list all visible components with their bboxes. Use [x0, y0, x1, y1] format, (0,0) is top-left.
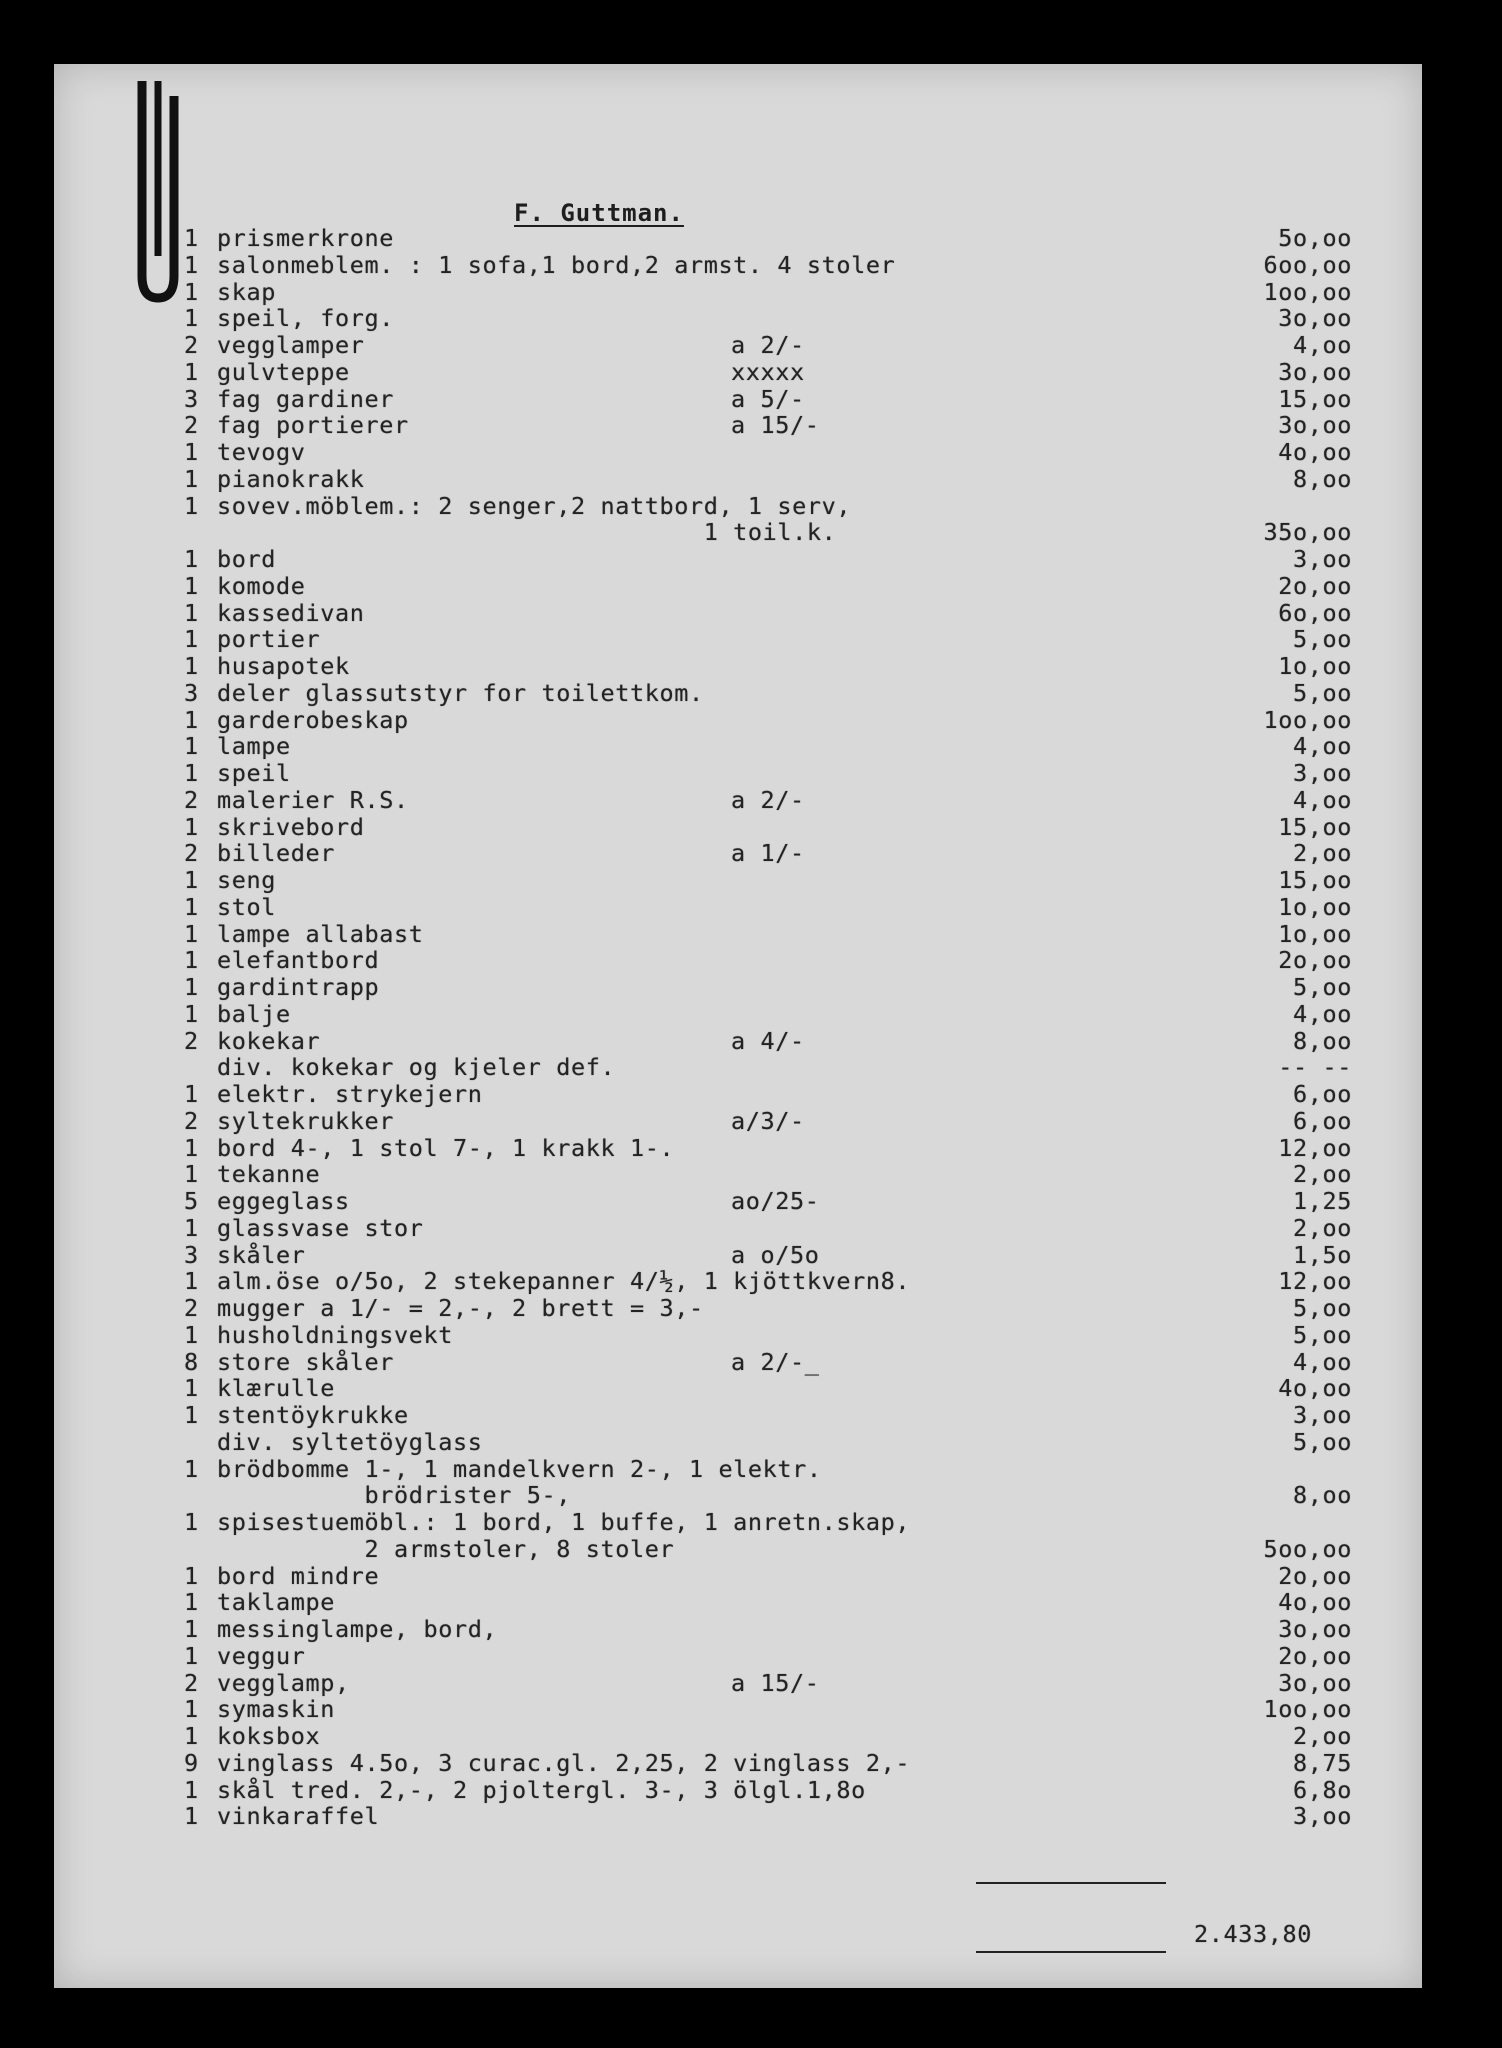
item-amount: 1,5o: [1293, 1240, 1352, 1269]
item-quantity: 2: [184, 411, 199, 440]
item-amount: 3,oo: [1293, 1401, 1352, 1429]
item-amount: 12,oo: [1278, 1267, 1352, 1296]
sum-underline: [976, 1882, 1166, 1884]
item-quantity: 2: [184, 331, 199, 359]
item-amount: 5,oo: [1293, 1294, 1352, 1322]
list-item: [54, 1080, 1422, 1107]
item-quantity: 1: [184, 625, 199, 654]
item-amount: 4o,oo: [1278, 1588, 1352, 1617]
item-amount: 3o,oo: [1278, 411, 1352, 440]
item-description: pianokrakk: [217, 464, 365, 493]
item-quantity: 1: [184, 892, 199, 921]
list-item: [54, 1428, 1422, 1455]
list-item: [54, 518, 1422, 545]
item-quantity: 1: [184, 1722, 199, 1750]
item-quantity: 9: [184, 1748, 199, 1777]
item-quantity: 1: [184, 1213, 199, 1242]
list-item: [54, 1669, 1422, 1696]
item-description: stol: [217, 892, 276, 921]
item-description: skåler: [217, 1240, 306, 1269]
item-quantity: 1: [184, 1561, 199, 1590]
item-description: husholdningsvekt: [217, 1320, 453, 1349]
item-description: alm.öse o/5o, 2 stekepanner 4/½, 1 kjöttkvern8.: [217, 1267, 911, 1296]
item-description: glassvase stor: [217, 1213, 424, 1242]
item-amount: 2,oo: [1293, 839, 1352, 868]
item-amount: 8,oo: [1293, 1026, 1352, 1055]
item-amount: 4o,oo: [1278, 1374, 1352, 1403]
item-description: vinkaraffel: [217, 1802, 380, 1831]
item-description: gulvteppe: [217, 357, 350, 386]
list-item: [54, 1241, 1422, 1268]
item-description: bord: [217, 545, 276, 573]
item-amount: 1oo,oo: [1263, 705, 1352, 734]
list-item: [54, 278, 1422, 305]
list-item: [54, 599, 1422, 626]
item-quantity: 1: [184, 732, 199, 761]
item-quantity: 1: [184, 705, 199, 734]
item-description: brödbomme 1-, 1 mandelkvern 2-, 1 elektr.: [217, 1454, 822, 1483]
item-amount: 5,oo: [1293, 678, 1352, 707]
list-item: [54, 1134, 1422, 1161]
item-quantity: 1: [184, 866, 199, 894]
document-title: F. Guttman.: [514, 199, 684, 227]
item-quantity: 1: [184, 946, 199, 975]
item-amount: 4o,oo: [1278, 438, 1352, 466]
item-quantity: 1: [184, 1588, 199, 1617]
list-item: [54, 893, 1422, 920]
item-description: stentöykrukke: [217, 1401, 409, 1429]
item-description: symaskin: [217, 1695, 335, 1724]
item-description: gardintrapp: [217, 973, 380, 1001]
item-quantity: 2: [184, 1294, 199, 1322]
list-item: [54, 1401, 1422, 1428]
item-amount: 1oo,oo: [1263, 1695, 1352, 1724]
list-item: [54, 545, 1422, 572]
item-quantity: 3: [184, 384, 199, 413]
item-amount: 1o,oo: [1278, 652, 1352, 680]
item-quantity: 1: [184, 973, 199, 1001]
list-item: [54, 465, 1422, 492]
list-item: [54, 1749, 1422, 1776]
item-quantity: 1: [184, 919, 199, 948]
item-amount: 4,oo: [1293, 785, 1352, 814]
list-item: [54, 1321, 1422, 1348]
item-unit-price: a 15/-: [731, 1668, 820, 1697]
item-amount: 4,oo: [1293, 732, 1352, 761]
item-quantity: 1: [184, 1802, 199, 1831]
item-quantity: 3: [184, 1240, 199, 1269]
list-item: [54, 839, 1422, 866]
item-description: garderobeskap: [217, 705, 409, 734]
list-item: [54, 1294, 1422, 1321]
list-item: [54, 1508, 1422, 1535]
list-item: [54, 1027, 1422, 1054]
item-quantity: 1: [184, 571, 199, 600]
item-quantity: 5: [184, 1187, 199, 1215]
item-amount: 4,oo: [1293, 1347, 1352, 1376]
item-quantity: 1: [184, 1615, 199, 1643]
item-quantity: 1: [184, 759, 199, 787]
item-description: fag gardiner: [217, 384, 394, 413]
item-description: vegglamp,: [217, 1668, 350, 1697]
item-description: seng: [217, 866, 276, 894]
item-amount: 3o,oo: [1278, 1668, 1352, 1697]
item-quantity: 1: [184, 357, 199, 386]
item-description: veggur: [217, 1641, 306, 1670]
list-item: [54, 1615, 1422, 1642]
item-quantity: 1: [184, 812, 199, 841]
item-amount: 1o,oo: [1278, 919, 1352, 948]
item-unit-price: xxxxx: [731, 357, 805, 386]
item-quantity: 2: [184, 785, 199, 814]
item-quantity: 1: [184, 250, 199, 279]
item-description: fag portierer: [217, 411, 409, 440]
item-description: elefantbord: [217, 946, 380, 975]
item-description: bord 4-, 1 stol 7-, 1 krakk 1-.: [217, 1133, 675, 1162]
item-description: malerier R.S.: [217, 785, 409, 814]
item-amount: 1,25: [1293, 1187, 1352, 1215]
item-quantity: 1: [184, 1695, 199, 1724]
item-amount: 5,oo: [1293, 1427, 1352, 1456]
item-quantity: 1: [184, 999, 199, 1028]
item-quantity: 1: [184, 304, 199, 333]
item-unit-price: ao/25-: [731, 1187, 820, 1215]
item-amount: 5,oo: [1293, 973, 1352, 1001]
item-unit-price: a 5/-: [731, 384, 805, 413]
item-amount: 2,oo: [1293, 1160, 1352, 1189]
list-item: [54, 1267, 1422, 1294]
list-item: [54, 572, 1422, 599]
item-description: tevogv: [217, 438, 306, 466]
item-quantity: 1: [184, 1160, 199, 1189]
item-amount: 15,oo: [1278, 866, 1352, 894]
item-description: speil, forg.: [217, 304, 394, 333]
item-description: div. kokekar og kjeler def.: [217, 1053, 616, 1082]
item-amount: 3,oo: [1293, 759, 1352, 787]
item-description: portier: [217, 625, 321, 654]
item-description: speil: [217, 759, 291, 787]
item-quantity: 1: [184, 1454, 199, 1483]
item-description: koksbox: [217, 1722, 321, 1750]
item-quantity: 1: [184, 1320, 199, 1349]
list-item: [54, 1535, 1422, 1562]
list-item: [54, 652, 1422, 679]
list-item: [54, 946, 1422, 973]
item-amount: 2,oo: [1293, 1722, 1352, 1750]
item-amount: 15,oo: [1278, 384, 1352, 413]
item-amount: 8,oo: [1293, 464, 1352, 493]
item-description: eggeglass: [217, 1187, 350, 1215]
item-description: lampe: [217, 732, 291, 761]
item-amount: 3o,oo: [1278, 304, 1352, 333]
list-item: [54, 224, 1422, 251]
item-quantity: 1: [184, 598, 199, 627]
list-item: [54, 1455, 1422, 1482]
item-description: tekanne: [217, 1160, 321, 1189]
item-amount: 2o,oo: [1278, 1561, 1352, 1590]
item-quantity: 1: [184, 224, 199, 252]
item-amount: 2o,oo: [1278, 571, 1352, 600]
item-quantity: 1: [184, 1133, 199, 1162]
list-item: [54, 1053, 1422, 1080]
item-amount: -- --: [1278, 1053, 1352, 1082]
item-description: store skåler: [217, 1347, 394, 1376]
item-amount: 3,oo: [1293, 1802, 1352, 1831]
item-unit-price: a 1/-: [731, 839, 805, 868]
item-quantity: 2: [184, 1026, 199, 1055]
item-amount: 5oo,oo: [1263, 1534, 1352, 1563]
item-quantity: 1: [184, 464, 199, 493]
list-item: [54, 251, 1422, 278]
item-description: mugger a 1/- = 2,-, 2 brett = 3,-: [217, 1294, 704, 1322]
item-description: billeder: [217, 839, 335, 868]
item-amount: 5o,oo: [1278, 224, 1352, 252]
item-amount: 8,75: [1293, 1748, 1352, 1777]
item-quantity: 2: [184, 1668, 199, 1697]
item-amount: 1oo,oo: [1263, 277, 1352, 306]
total-amount: 2.433,80: [1194, 1920, 1312, 1948]
item-amount: 6,oo: [1293, 1080, 1352, 1108]
item-unit-price: a o/5o: [731, 1240, 820, 1269]
list-item: [54, 1695, 1422, 1722]
list-item: [54, 331, 1422, 358]
list-item: [54, 732, 1422, 759]
list-item: [54, 1160, 1422, 1187]
item-description: syltekrukker: [217, 1106, 394, 1135]
item-quantity: 1: [184, 1080, 199, 1108]
item-description: lampe allabast: [217, 919, 424, 948]
item-quantity: 2: [184, 1106, 199, 1135]
list-item: [54, 813, 1422, 840]
item-amount: 6,oo: [1293, 1106, 1352, 1135]
item-quantity: 1: [184, 1641, 199, 1670]
item-description: skrivebord: [217, 812, 365, 841]
list-item: [54, 1107, 1422, 1134]
item-amount: 2o,oo: [1278, 946, 1352, 975]
item-description: elektr. strykejern: [217, 1080, 483, 1108]
item-amount: 2o,oo: [1278, 1641, 1352, 1670]
item-description: messinglampe, bord,: [217, 1615, 498, 1643]
item-unit-price: a/3/-: [731, 1106, 805, 1135]
total-underline: [976, 1951, 1166, 1953]
item-amount: 12,oo: [1278, 1133, 1352, 1162]
item-amount: 6oo,oo: [1263, 250, 1352, 279]
list-item: [54, 625, 1422, 652]
list-item: [54, 866, 1422, 893]
item-description: kokekar: [217, 1026, 321, 1055]
item-quantity: 1: [184, 491, 199, 520]
list-item: [54, 786, 1422, 813]
list-item: [54, 385, 1422, 412]
item-quantity: 1: [184, 545, 199, 573]
list-item: [54, 358, 1422, 385]
list-item: [54, 1481, 1422, 1508]
item-description: komode: [217, 571, 306, 600]
list-item: [54, 1348, 1422, 1375]
list-item: [54, 1588, 1422, 1615]
item-unit-price: a 2/-: [731, 785, 805, 814]
item-amount: 5,oo: [1293, 1320, 1352, 1349]
item-description: balje: [217, 999, 291, 1028]
item-description: spisestuemöbl.: 1 bord, 1 buffe, 1 anretn.skap,: [217, 1508, 911, 1536]
list-item: [54, 973, 1422, 1000]
list-item: [54, 1187, 1422, 1214]
item-amount: 2,oo: [1293, 1213, 1352, 1242]
item-quantity: 8: [184, 1347, 199, 1376]
item-amount: 35o,oo: [1263, 518, 1352, 547]
item-quantity: 1: [184, 438, 199, 466]
list-item: [54, 1374, 1422, 1401]
item-quantity: 1: [184, 652, 199, 680]
item-description: skål tred. 2,-, 2 pjoltergl. 3-, 3 ölgl.1,8o: [217, 1775, 866, 1804]
list-item: [54, 411, 1422, 438]
item-description: 2 armstoler, 8 stoler: [217, 1534, 675, 1563]
item-quantity: 1: [184, 277, 199, 306]
item-description: div. syltetöyglass: [217, 1427, 483, 1456]
item-description: salonmeblem. : 1 sofa,1 bord,2 armst. 4 stoler: [217, 250, 896, 279]
list-item: [54, 438, 1422, 465]
list-item: [54, 1214, 1422, 1241]
list-item: [54, 679, 1422, 706]
list-item: [54, 1802, 1422, 1829]
item-description: brödrister 5-,: [217, 1481, 571, 1510]
list-item: [54, 1000, 1422, 1027]
item-quantity: 1: [184, 1775, 199, 1804]
item-description: deler glassutstyr for toilettkom.: [217, 678, 704, 707]
item-description: vinglass 4.5o, 3 curac.gl. 2,25, 2 vinglass 2,-: [217, 1748, 911, 1777]
item-description: 1 toil.k.: [217, 518, 837, 547]
item-unit-price: a 4/-: [731, 1026, 805, 1055]
list-item: [54, 759, 1422, 786]
item-amount: 6,8o: [1293, 1775, 1352, 1804]
item-description: klærulle: [217, 1374, 335, 1403]
item-description: taklampe: [217, 1588, 335, 1617]
item-description: kassedivan: [217, 598, 365, 627]
list-item: [54, 304, 1422, 331]
item-quantity: 1: [184, 1401, 199, 1429]
list-item: [54, 1722, 1422, 1749]
list-item: [54, 706, 1422, 733]
item-description: skap: [217, 277, 276, 306]
item-amount: 5,oo: [1293, 625, 1352, 654]
item-description: sovev.möblem.: 2 senger,2 nattbord, 1 serv,: [217, 491, 852, 520]
item-description: bord mindre: [217, 1561, 380, 1590]
item-amount: 15,oo: [1278, 812, 1352, 841]
document-page: [54, 64, 1422, 1988]
item-quantity: 2: [184, 839, 199, 868]
item-quantity: 1: [184, 1508, 199, 1536]
list-item: [54, 492, 1422, 519]
item-quantity: 3: [184, 678, 199, 707]
item-amount: 8,oo: [1293, 1481, 1352, 1510]
item-amount: 3o,oo: [1278, 357, 1352, 386]
item-description: prismerkrone: [217, 224, 394, 252]
item-amount: 1o,oo: [1278, 892, 1352, 921]
item-unit-price: a 2/-: [731, 331, 805, 359]
item-description: vegglamper: [217, 331, 365, 359]
list-item: [54, 1562, 1422, 1589]
item-amount: 4,oo: [1293, 999, 1352, 1028]
item-description: husapotek: [217, 652, 350, 680]
item-unit-price: a 2/-_: [731, 1347, 820, 1376]
item-amount: 6o,oo: [1278, 598, 1352, 627]
item-quantity: 1: [184, 1267, 199, 1296]
item-quantity: 1: [184, 1374, 199, 1403]
list-item: [54, 1642, 1422, 1669]
list-item: [54, 920, 1422, 947]
item-amount: 3,oo: [1293, 545, 1352, 573]
item-amount: 4,oo: [1293, 331, 1352, 359]
item-unit-price: a 15/-: [731, 411, 820, 440]
list-item: [54, 1776, 1422, 1803]
item-amount: 3o,oo: [1278, 1615, 1352, 1643]
